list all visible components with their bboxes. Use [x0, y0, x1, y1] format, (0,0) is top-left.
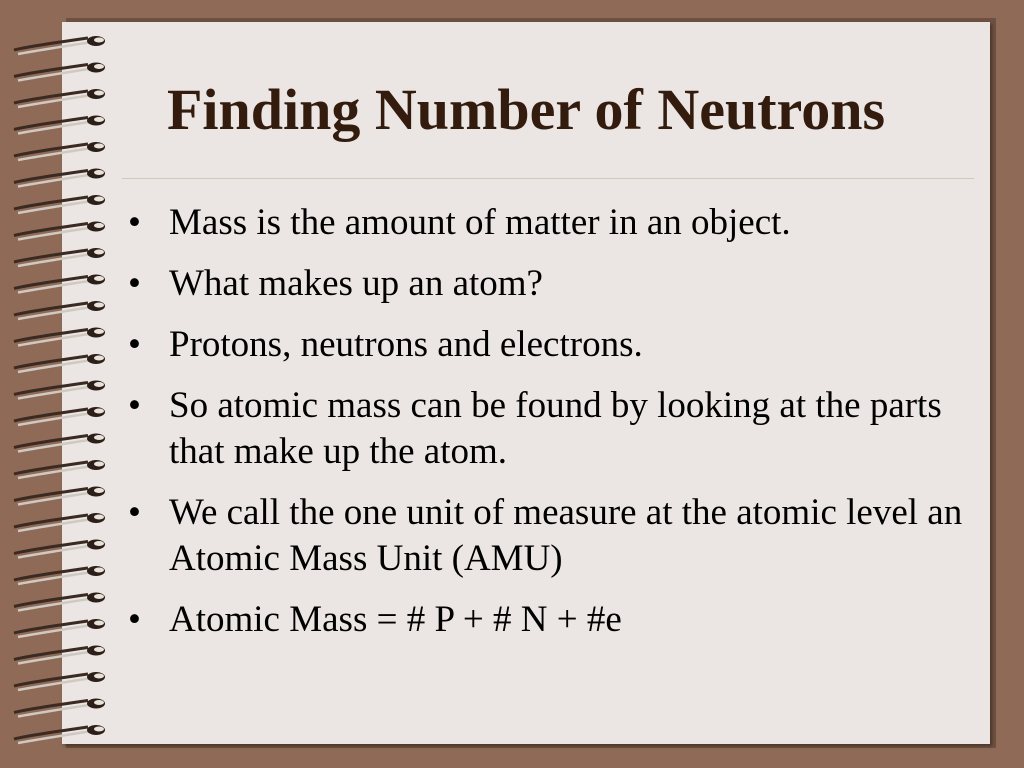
coil-ring [14, 725, 105, 743]
bullet-item [128, 322, 978, 368]
coil-ring [14, 354, 105, 372]
bullet-item [128, 261, 978, 307]
bullet-dot: • [128, 492, 141, 533]
coil-ring [14, 36, 105, 54]
bullet-dot: • [128, 202, 141, 243]
bullet-item [128, 490, 978, 582]
coil-ring [14, 222, 105, 240]
bullet-text: So atomic mass can be found by looking at the parts that make up the atom. [169, 385, 942, 472]
bullet-item [128, 383, 978, 475]
coil-ring [14, 540, 105, 558]
bullet-text: We call the one unit of measure at the atomic level an Atomic Mass Unit (AMU) [169, 492, 963, 579]
coil-ring [14, 487, 105, 505]
coil-ring [14, 248, 105, 266]
coil-ring [14, 672, 105, 690]
coil-ring [14, 381, 105, 399]
bullet-dot: • [128, 324, 141, 365]
bullet-item [128, 597, 978, 643]
coil-ring [14, 460, 105, 478]
bullet-item [128, 200, 978, 246]
coil-ring [14, 593, 105, 611]
bullet-dot: • [128, 385, 141, 426]
bullet-text: Protons, neutrons and electrons. [169, 324, 643, 365]
bullet-text: Mass is the amount of matter in an object. [169, 202, 791, 243]
coil-ring [14, 328, 105, 346]
coil-ring [14, 566, 105, 584]
coil-ring [14, 619, 105, 637]
coil-ring [14, 699, 105, 717]
coil-ring [14, 434, 105, 452]
coil-ring [14, 195, 105, 213]
coil-ring [14, 513, 105, 531]
bullet-list [128, 200, 978, 658]
coil-ring [14, 169, 105, 187]
bullet-text: What makes up an atom? [169, 263, 543, 304]
page-title: Finding Number of Neutrons [166, 77, 886, 142]
bullet-dot: • [128, 263, 141, 304]
bullet-dot: • [128, 599, 141, 640]
title-divider [122, 178, 974, 179]
coil-ring [14, 407, 105, 425]
coil-ring [14, 646, 105, 664]
coil-ring [14, 275, 105, 293]
coil-ring [14, 301, 105, 319]
bullet-text: Atomic Mass = # P + # N + #e [169, 599, 622, 640]
